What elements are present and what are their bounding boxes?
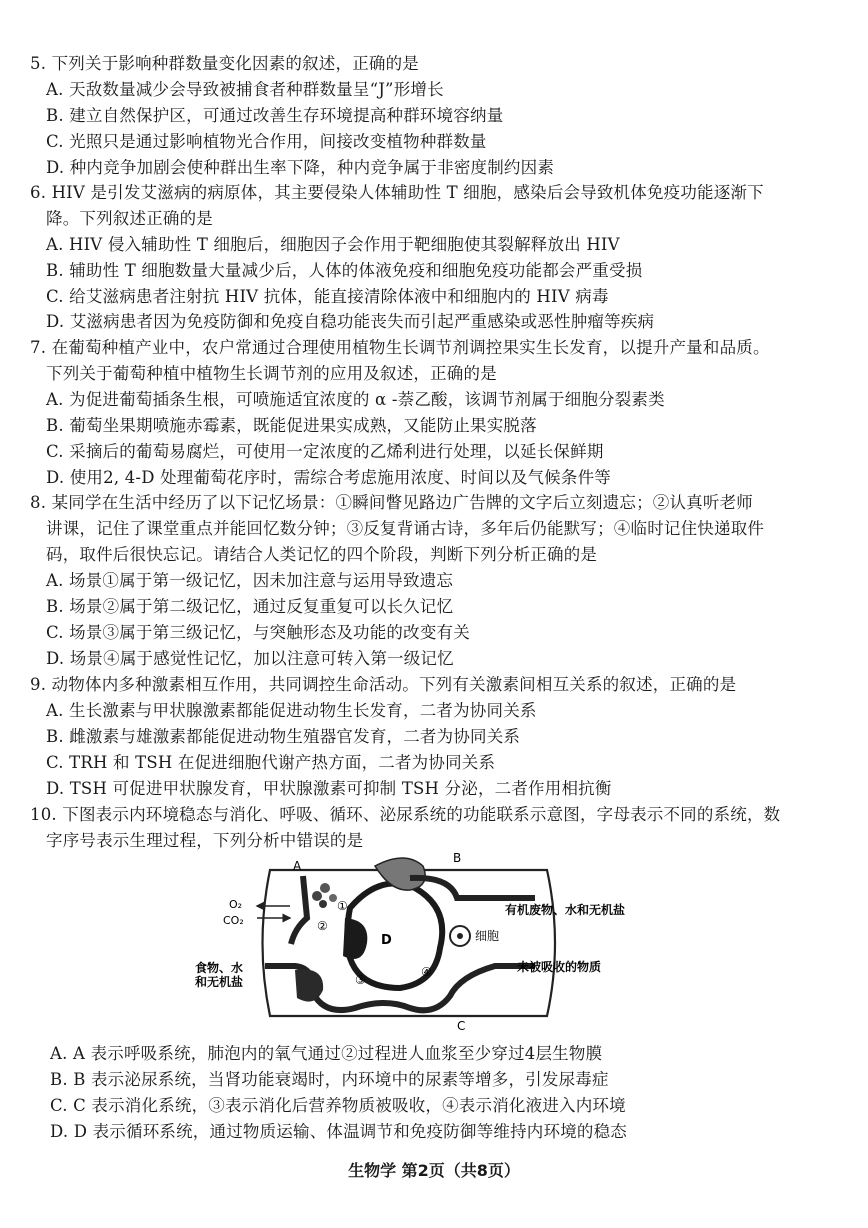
question-5-option-a: A. 天敌数量减少会导致被捕食者种群数量呈“J”形增长 — [46, 80, 444, 99]
question-9-option-a: A. 生长激素与甲状腺激素都能促进动物生长发育，二者为协同关系 — [46, 701, 537, 720]
heart-shape — [343, 918, 367, 959]
question-8-option-b: B. 场景②属于第二级记忆，通过反复重复可以长久记忆 — [46, 597, 454, 616]
question-10-option-c: C. C 表示消化系统，③表示消化后营养物质被吸收，④表示消化液进入内环境 — [50, 1096, 626, 1115]
question-9-option-b: B. 雌激素与雄激素都能促进动物生殖器官发育，二者为协同关系 — [46, 727, 521, 746]
label-co2: CO₂ — [223, 914, 244, 927]
label-food-line-1: 食物、水 — [195, 961, 244, 975]
question-10-option-b: B. B 表示泌尿系统，当肾功能衰竭时，内环境中的尿素等增多，引发尿毒症 — [50, 1070, 609, 1089]
question-5-option-b: B. 建立自然保护区，可通过改善生存环境提高种群环境容纳量 — [46, 106, 504, 125]
question-8-option-d: D. 场景④属于感觉性记忆，加以注意可转入第一级记忆 — [46, 649, 454, 668]
respiratory-system-shape — [291, 876, 337, 944]
question-7-option-b: B. 葡萄坐果期喷施赤霉素，既能促进果实成熟，又能防止果实脱落 — [46, 416, 537, 435]
question-7-option-a: A. 为促进葡萄插条生根，可喷施适宜浓度的 α -萘乙酸，该调节剂属于细胞分裂素类 — [46, 390, 665, 409]
question-8-option-a: A. 场景①属于第一级记忆，因未加注意与运用导致遗忘 — [46, 571, 454, 590]
question-5-option-c: C. 光照只是通过影响植物光合作用，间接改变植物种群数量 — [46, 132, 487, 151]
question-6-stem-continued: 降。下列叙述正确的是 — [46, 209, 213, 228]
question-10-option-d: D. D 表示循环系统，通过物质运输、体温调节和免疫防御等维持内环境的稳态 — [50, 1122, 628, 1141]
question-8-stem-continued-2: 码，取件后很快忘记。请结合人类记忆的四个阶段，判断下列分析正确的是 — [46, 545, 598, 564]
question-8-stem: 8. 某同学在生活中经历了以下记忆场景：①瞬间瞥见路边广告牌的文字后立刻遗忘；②认真听老师 — [30, 493, 753, 512]
question-7-stem: 7. 在葡萄种植产业中，农户常通过合理使用植物生长调节剂调控果实生长发育，以提升产量和品质。 — [30, 338, 770, 357]
question-9-option-c: C. TRH 和 TSH 在促进细胞代谢产热方面，二者为协同关系 — [46, 753, 496, 772]
process-2-label: ② — [317, 919, 328, 933]
question-8-stem-continued: 讲课，记住了课堂重点并能回忆数分钟；③反复背诵古诗，多年后仍能默写；④临时记住快递取件 — [46, 519, 765, 538]
question-5-option-d: D. 种内竞争加剧会使种群出生率下降，种内竞争属于非密度制约因素 — [46, 158, 555, 177]
question-6-option-a: A. HIV 侵入辅助性 T 细胞后，细胞因子会作用于靶细胞使其裂解释放出 HIV — [46, 235, 620, 254]
question-7-option-d: D. 使用2, 4-D 处理葡萄花序时，需综合考虑施用浓度、时间以及气候条件等 — [46, 468, 611, 487]
question-5-stem: 5. 下列关于影响种群数量变化因素的叙述，正确的是 — [30, 54, 419, 73]
process-1-label: ① — [337, 899, 348, 913]
label-waste: 有机废物、水和无机盐 — [505, 903, 626, 917]
homeostasis-diagram — [195, 848, 665, 1038]
label-food-line-2: 和无机盐 — [195, 975, 244, 989]
label-c: C — [457, 1019, 466, 1033]
question-9-stem: 9. 动物体内多种激素相互作用，共同调控生命活动。下列有关激素间相互关系的叙述，正确的是 — [30, 675, 737, 694]
question-6-option-d: D. 艾滋病患者因为免疫防御和免疫自稳功能丧失而引起严重感染或恶性肿瘤等疾病 — [46, 312, 655, 331]
question-7-stem-continued: 下列关于葡萄种植中植物生长调节剂的应用及叙述，正确的是 — [46, 364, 497, 383]
question-10-stem: 10. 下图表示内环境稳态与消化、呼吸、循环、泌尿系统的功能联系示意图，字母表示不同的系统，数 — [30, 805, 781, 824]
question-6-option-b: B. 辅助性 T 细胞数量大量减少后，人体的体液免疫和细胞免疫功能都会严重受损 — [46, 261, 643, 280]
label-unabsorbed: 未被吸收的物质 — [517, 960, 602, 974]
question-6-stem: 6. HIV 是引发艾滋病的病原体，其主要侵染人体辅助性 T 细胞，感染后会导致机体免疫功能逐渐下 — [30, 183, 764, 202]
question-10-option-a: A. A 表示呼吸系统，肺泡内的氧气通过②过程进人血浆至少穿过4层生物膜 — [50, 1044, 603, 1063]
question-9-option-d: D. TSH 可促进甲状腺发育，甲状腺激素可抑制 TSH 分泌，二者作用相抗衡 — [46, 779, 612, 798]
question-7-option-c: C. 采摘后的葡萄易腐烂，可使用一定浓度的乙烯利进行处理，以延长保鲜期 — [46, 442, 604, 461]
label-b: B — [453, 851, 462, 865]
page-footer: 生物学 第2页（共8页） — [348, 1161, 520, 1180]
label-cell: 细胞 — [475, 929, 500, 943]
label-d: D — [381, 933, 392, 948]
question-10-stem-continued: 字序号表示生理过程，下列分析中错误的是 — [46, 831, 364, 850]
label-a: A — [293, 859, 302, 873]
question-8-option-c: C. 场景③属于第三级记忆，与突触形态及功能的改变有关 — [46, 623, 470, 642]
process-3-label: ③ — [355, 973, 366, 987]
label-o2: O₂ — [229, 898, 243, 911]
process-4-label: ④ — [421, 965, 432, 979]
question-6-option-c: C. 给艾滋病患者注射抗 HIV 抗体，能直接清除体液中和细胞内的 HIV 病毒 — [46, 287, 609, 306]
